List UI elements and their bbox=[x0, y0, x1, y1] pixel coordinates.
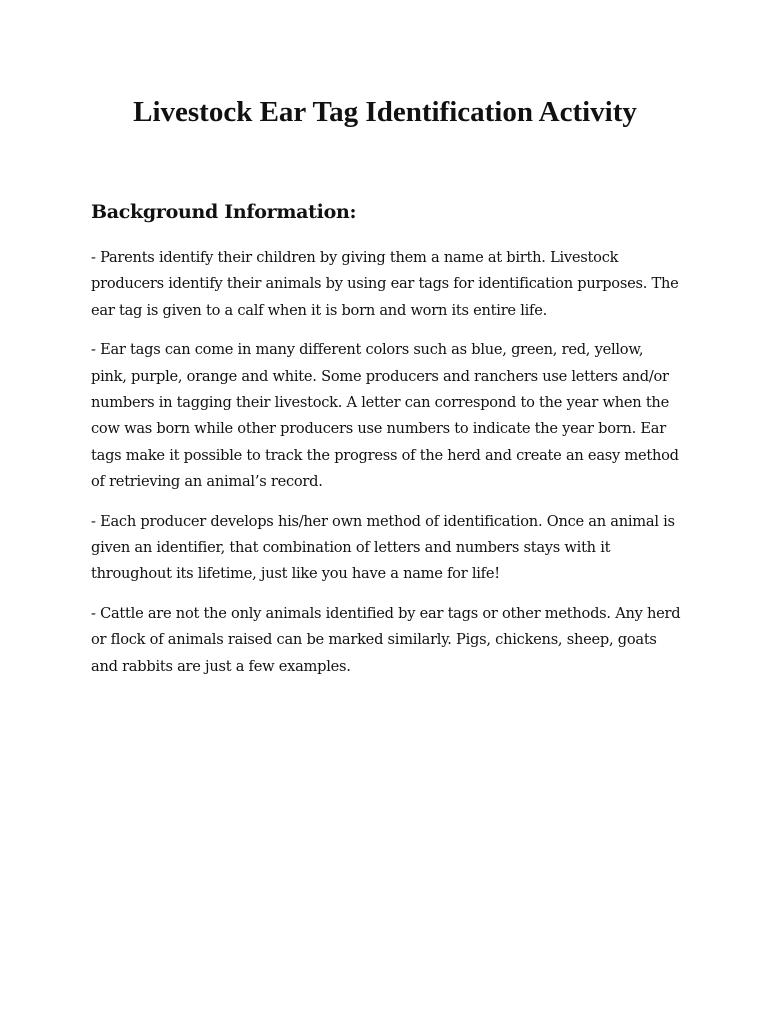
paragraph-method: - Each producer develops his/her own method of identification. Once an animal is given an identifier, that combination of letters and numbers stays with it throughout its lifetime, just like you have a name for life! bbox=[91, 512, 675, 583]
body-text bbox=[91, 245, 683, 693]
document-title: Livestock Ear Tag Identification Activity bbox=[133, 96, 637, 128]
paragraph-other-animals: - Cattle are not the only animals identified by ear tags or other methods. Any herd or flock of animals raised can be marked similarly. Pigs, chickens, sheep, goats and rabbits are just a few examples. bbox=[91, 604, 681, 675]
paragraph-identification: - Parents identify their children by giving them a name at birth. Livestock producers identify their animals by using ear tags for identification purposes. The ear tag is given to a calf when it is born and worn its entire life. bbox=[91, 249, 679, 319]
section-heading: Background Information: bbox=[91, 201, 357, 223]
paragraph-colors: - Ear tags can come in many different colors such as blue, green, red, yellow, pink, purple, orange and white. Some producers and ranchers use letters and/or numbers in tagging their livestock. A letter can correspond to the year when the cow was born while other producers use numbers to indicate the year born. Ear tags make it possible to track the progress of the herd and create an easy method of retrieving an animal’s record. bbox=[91, 341, 679, 491]
